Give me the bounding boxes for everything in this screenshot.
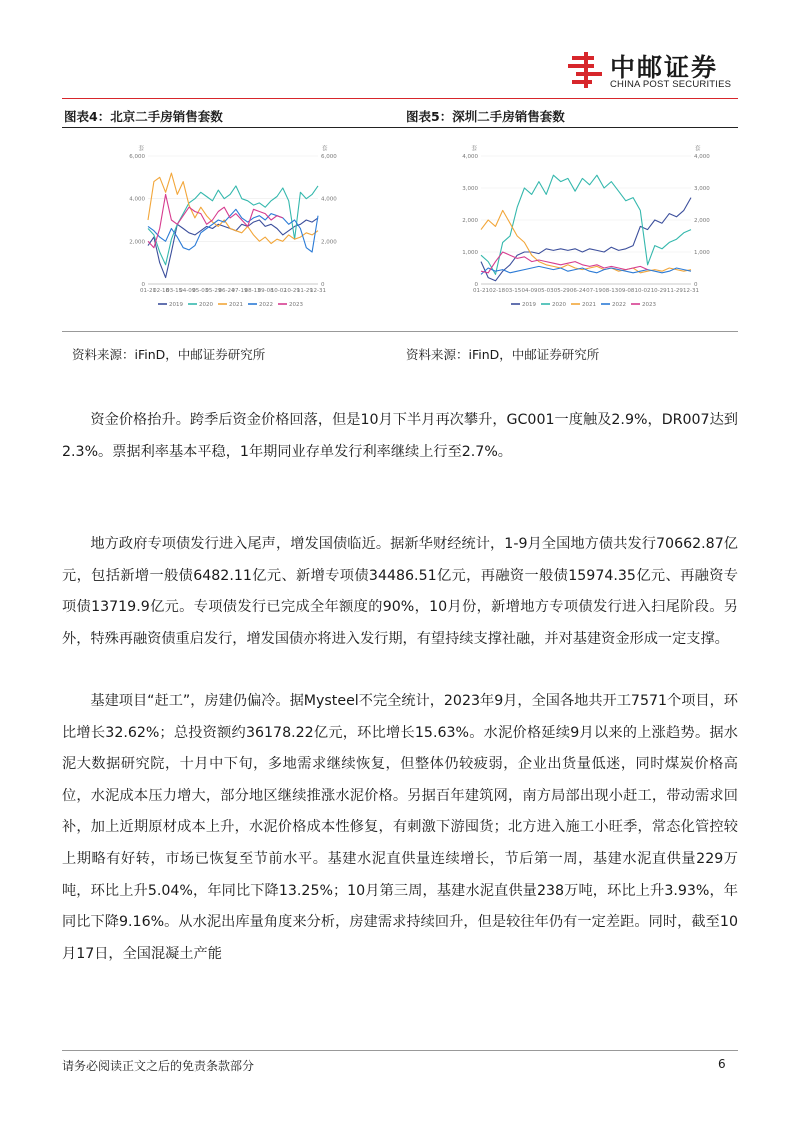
y-left-tick-label: 0	[474, 282, 478, 288]
header-rule	[62, 98, 738, 99]
y-right-tick-label: 2,000	[321, 239, 337, 246]
right-axis-unit: 套	[695, 146, 701, 152]
x-tick-label: 01-21	[473, 288, 489, 294]
brand-subtitle: CHINA POST SECURITIES	[610, 79, 732, 90]
legend-label-2020: 2020	[199, 302, 213, 308]
paragraph-funding-rates: 资金价格抬升。跨季后资金价格回落，但是10月下半月再次攀升，GC001一度触及2.9%，DR007达到2.3%。票据利率基本平稳，1年期同业存单发行利率继续上行至2.7%。	[62, 412, 738, 460]
x-tick-label: 05-03	[192, 288, 209, 294]
y-right-tick-label: 0	[321, 282, 325, 288]
left-axis-unit: 套	[138, 146, 144, 152]
x-tick-label: 11-29	[666, 288, 683, 294]
brand-name: 中邮证券	[610, 53, 719, 82]
x-tick-label: 09-08	[257, 288, 274, 294]
page-number: 6	[718, 1057, 726, 1071]
legend-label-2022: 2022	[259, 302, 273, 308]
paragraph-infrastructure: 基建项目“赶工”，房建仍偏冷。据Mysteel不完全统计，2023年9月，全国各地共开工7571个项目，环比增长32.62%；总投资额约36178.22亿元，环比增长15.63%。水泥价格延续9月以来的上涨趋势。据水泥大数据研究院，十月中下旬，多地需求继续恢复，但整体仍较疲弱，企业出货量低迷，同时煤炭价格高位，水泥成本压力增大，部分地区继续推涨水泥价格。另据百年建筑网，南方局部出现小赶工，带动需求回补，加上近期原材成本上升，水泥价格成本性修复，有刺激下游囤货；北方进入施工小旺季，常态化管控较上期略有好转，市场已恢复至节前水平。基建水泥直供量连续增长，节后第一周，基建水泥直供量229万吨，环比上升5.04%，年同比下降13.25%；10月第三周，基建水泥直供量238万吨，环比上升3.93%，年同比下降9.16%。从水泥出库量角度来分析，房建需求持续回升，但是较往年仍有一定差距。同时，截至10月17日，全国混凝土产能	[62, 693, 738, 962]
y-right-tick-label: 3,000	[694, 186, 710, 192]
y-right-tick-label: 6,000	[321, 154, 337, 160]
x-tick-label: 07-19	[586, 288, 603, 294]
y-right-tick-label: 4,000	[694, 154, 710, 160]
legend-label-2019: 2019	[169, 302, 183, 308]
figure-4-title: 图表4：北京二手房销售套数	[64, 109, 223, 124]
x-tick-label: 04-09	[521, 288, 538, 294]
legend-label-2023: 2023	[289, 302, 303, 308]
x-tick-label: 06-24	[218, 288, 235, 294]
x-tick-label: 02-18	[153, 288, 170, 294]
series-line-2023	[148, 194, 283, 247]
legend-label-2021: 2021	[582, 302, 596, 308]
x-tick-label: 05-29	[553, 288, 570, 294]
x-tick-label: 08-13	[602, 288, 619, 294]
y-left-tick-label: 0	[141, 282, 145, 288]
y-left-tick-label: 4,000	[462, 154, 478, 160]
brand-logo	[566, 48, 746, 92]
left-axis-unit: 套	[471, 146, 477, 152]
x-tick-label: 10-02	[270, 288, 287, 294]
series-line-2020	[481, 175, 691, 274]
legend-label-2019: 2019	[522, 302, 536, 308]
y-left-tick-label: 6,000	[129, 154, 145, 160]
x-tick-label: 07-19	[231, 288, 248, 294]
y-left-tick-label: 3,000	[462, 186, 478, 192]
x-tick-label: 01-21	[140, 288, 156, 294]
china-post-emblem-icon	[566, 50, 606, 90]
x-tick-label: 10-29	[650, 288, 667, 294]
legend-label-2020: 2020	[552, 302, 566, 308]
figure-bottom-rule	[62, 331, 738, 332]
footer-rule	[62, 1050, 738, 1051]
paragraph-special-bonds: 地方政府专项债发行进入尾声，增发国债临近。据新华财经统计，1-9月全国地方债共发行70662.87亿元，包括新增一般债6482.11亿元、新增专项债34486.51亿元，再融资一般债15974.35亿元、再融资专项债13719.9亿元。专项债发行已完成全年额度的90%，10月份，新增地方专项债发行进入扫尾阶段。另外，特殊再融资债重启发行，增发国债亦将进入发行期，有望持续支撑社融，并对基建资金形成一定支撑。	[62, 536, 738, 647]
series-line-2020	[148, 186, 318, 265]
x-tick-label: 09-08	[618, 288, 635, 294]
x-tick-label: 10-02	[634, 288, 651, 294]
figure-4-source: 资料来源：iFinD，中邮证券研究所	[72, 347, 266, 362]
x-tick-label: 11-29	[296, 288, 313, 294]
x-tick-label: 08-13	[244, 288, 261, 294]
legend-label-2023: 2023	[642, 302, 656, 308]
x-tick-label: 02-18	[489, 288, 506, 294]
figure-title-rule	[62, 127, 738, 128]
figure-5-title: 图表5：深圳二手房销售套数	[406, 109, 565, 124]
y-right-tick-label: 2,000	[694, 218, 710, 224]
x-tick-label: 06-24	[569, 288, 586, 294]
shenzhen-second-hand-sales-chart	[445, 140, 725, 325]
y-left-tick-label: 4,000	[129, 196, 145, 203]
beijing-second-hand-sales-chart	[112, 140, 352, 325]
x-tick-label: 04-09	[179, 288, 196, 294]
y-right-tick-label: 4,000	[321, 196, 337, 203]
x-tick-label: 05-03	[537, 288, 554, 294]
x-tick-label: 12-31	[310, 288, 326, 294]
figure-5-source: 资料来源：iFinD，中邮证券研究所	[406, 347, 600, 362]
x-tick-label: 03-15	[166, 288, 183, 294]
y-right-tick-label: 1,000	[694, 250, 710, 256]
y-right-tick-label: 0	[694, 282, 698, 288]
x-tick-label: 10-29	[283, 288, 300, 294]
legend-label-2021: 2021	[229, 302, 243, 308]
x-tick-label: 12-31	[683, 288, 699, 294]
legend-label-2022: 2022	[612, 302, 626, 308]
x-tick-label: 05-29	[205, 288, 222, 294]
y-left-tick-label: 2,000	[129, 239, 145, 246]
y-left-tick-label: 2,000	[462, 218, 478, 224]
right-axis-unit: 套	[322, 146, 328, 152]
y-left-tick-label: 1,000	[462, 250, 478, 256]
x-tick-label: 03-15	[505, 288, 522, 294]
footer-disclaimer: 请务必阅读正文之后的免责条款部分	[62, 1059, 255, 1073]
